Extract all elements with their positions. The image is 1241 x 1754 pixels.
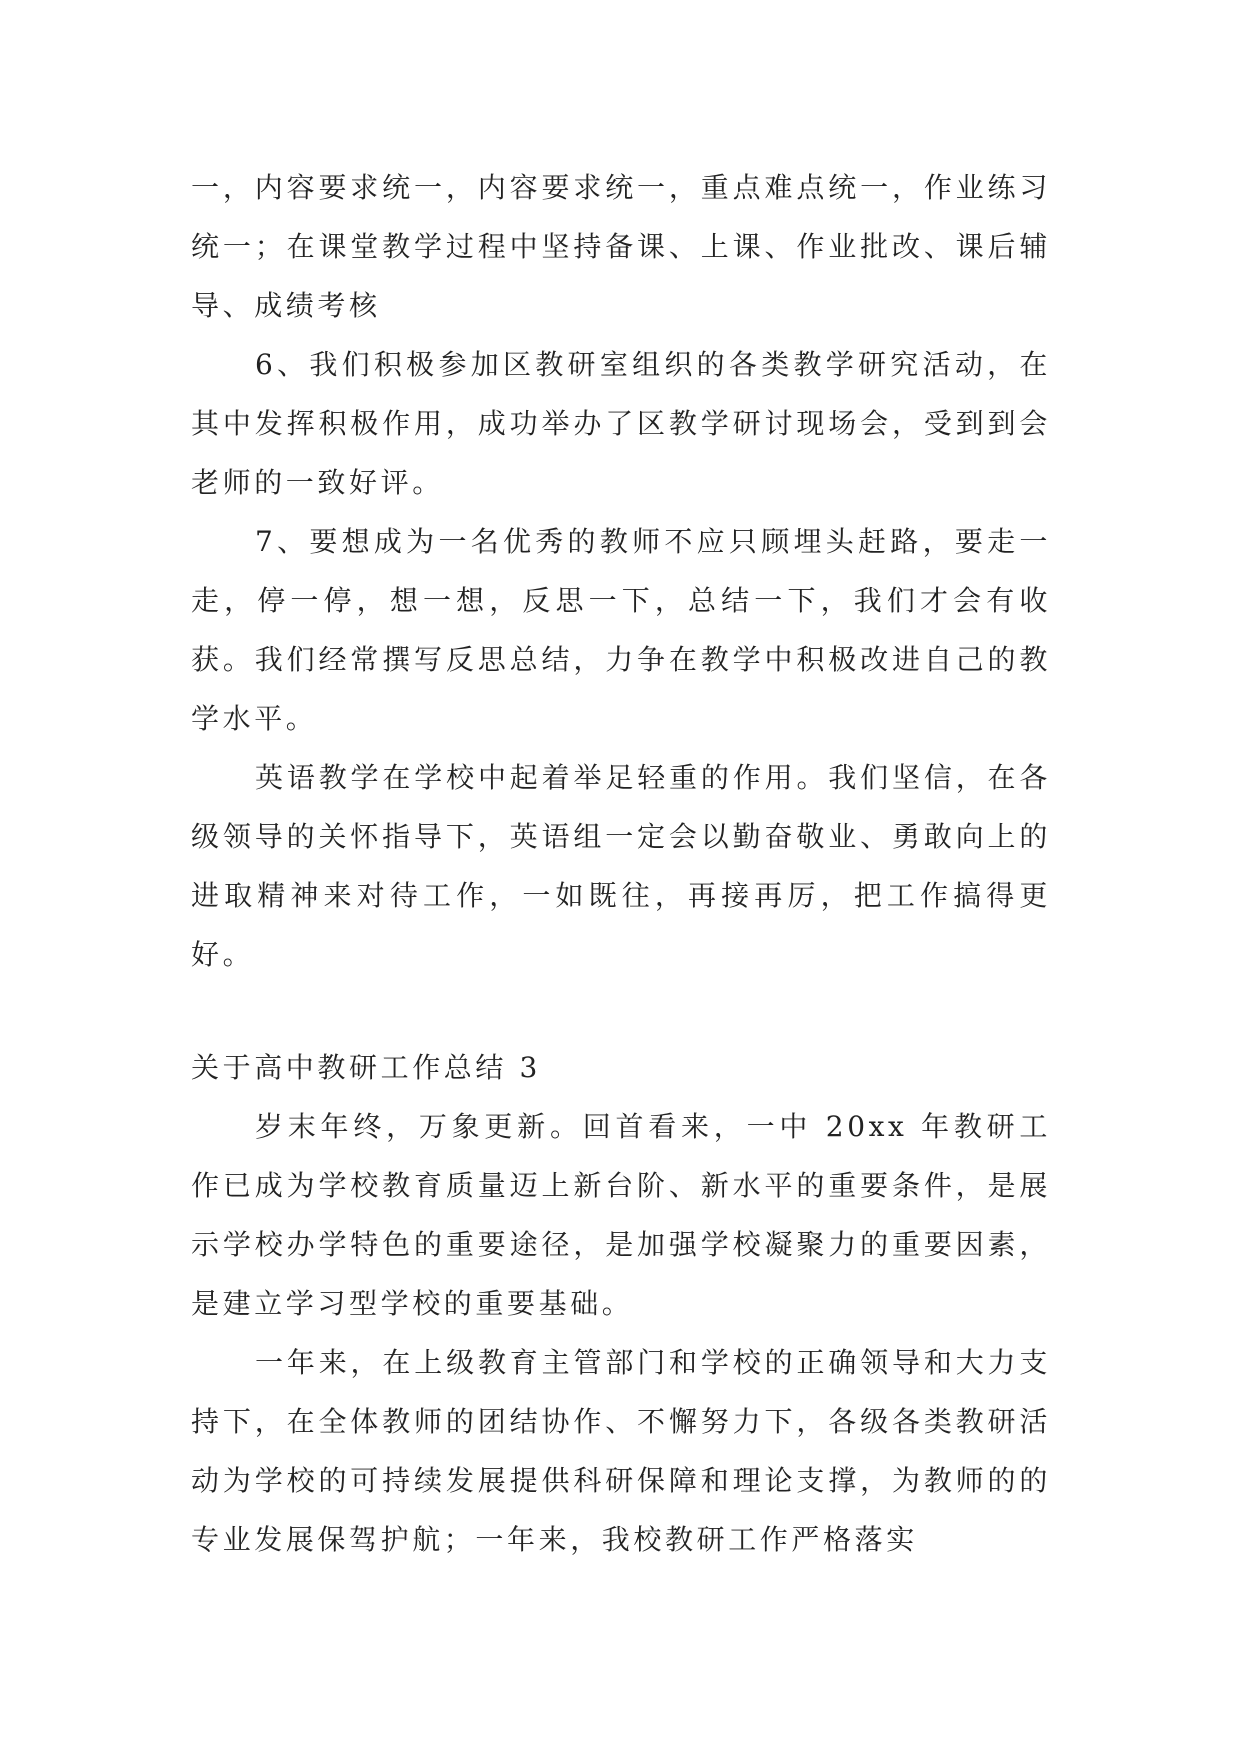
paragraph-one-year: 一年来，在上级教育主管部门和学校的正确领导和大力支持下，在全体教师的团结协作、不懈努力下，各级各类教研活动为学校的可持续发展提供科研保障和理论支撑，为教师的的专业发展保驾护航；一年来，我校教研工作严格落实: [191, 1346, 1051, 1556]
paragraph-year-end: 岁末年终，万象更新。回首看来，一中 20xx 年教研工作已成为学校教育质量迈上新台阶、新水平的重要条件，是展示学校办学特色的重要途径，是加强学校凝聚力的重要因素，是建立学习型学校的重要基础。: [191, 1110, 1051, 1320]
paragraph-item-6: 6、我们积极参加区教研室组织的各类教学研究活动，在其中发挥积极作用，成功举办了区教学研讨现场会，受到到会老师的一致好评。: [191, 348, 1051, 499]
section-title: 关于高中教研工作总结 3: [191, 1051, 541, 1084]
paragraph-unified-teaching: 一，内容要求统一，内容要求统一，重点难点统一，作业练习统一；在课堂教学过程中坚持备课、上课、作业批改、课后辅导、成绩考核: [191, 171, 1051, 322]
paragraph-english-teaching: 英语教学在学校中起着举足轻重的作用。我们坚信，在各级领导的关怀指导下，英语组一定会以勤奋敬业、勇敢向上的进取精神来对待工作，一如既往，再接再厉，把工作搞得更好。: [191, 761, 1051, 971]
paragraph-item-7: 7、要想成为一名优秀的教师不应只顾埋头赶路，要走一走，停一停，想一想，反思一下，总结一下，我们才会有收获。我们经常撰写反思总结，力争在教学中积极改进自己的教学水平。: [191, 525, 1051, 735]
document-body: [191, 158, 1051, 1569]
